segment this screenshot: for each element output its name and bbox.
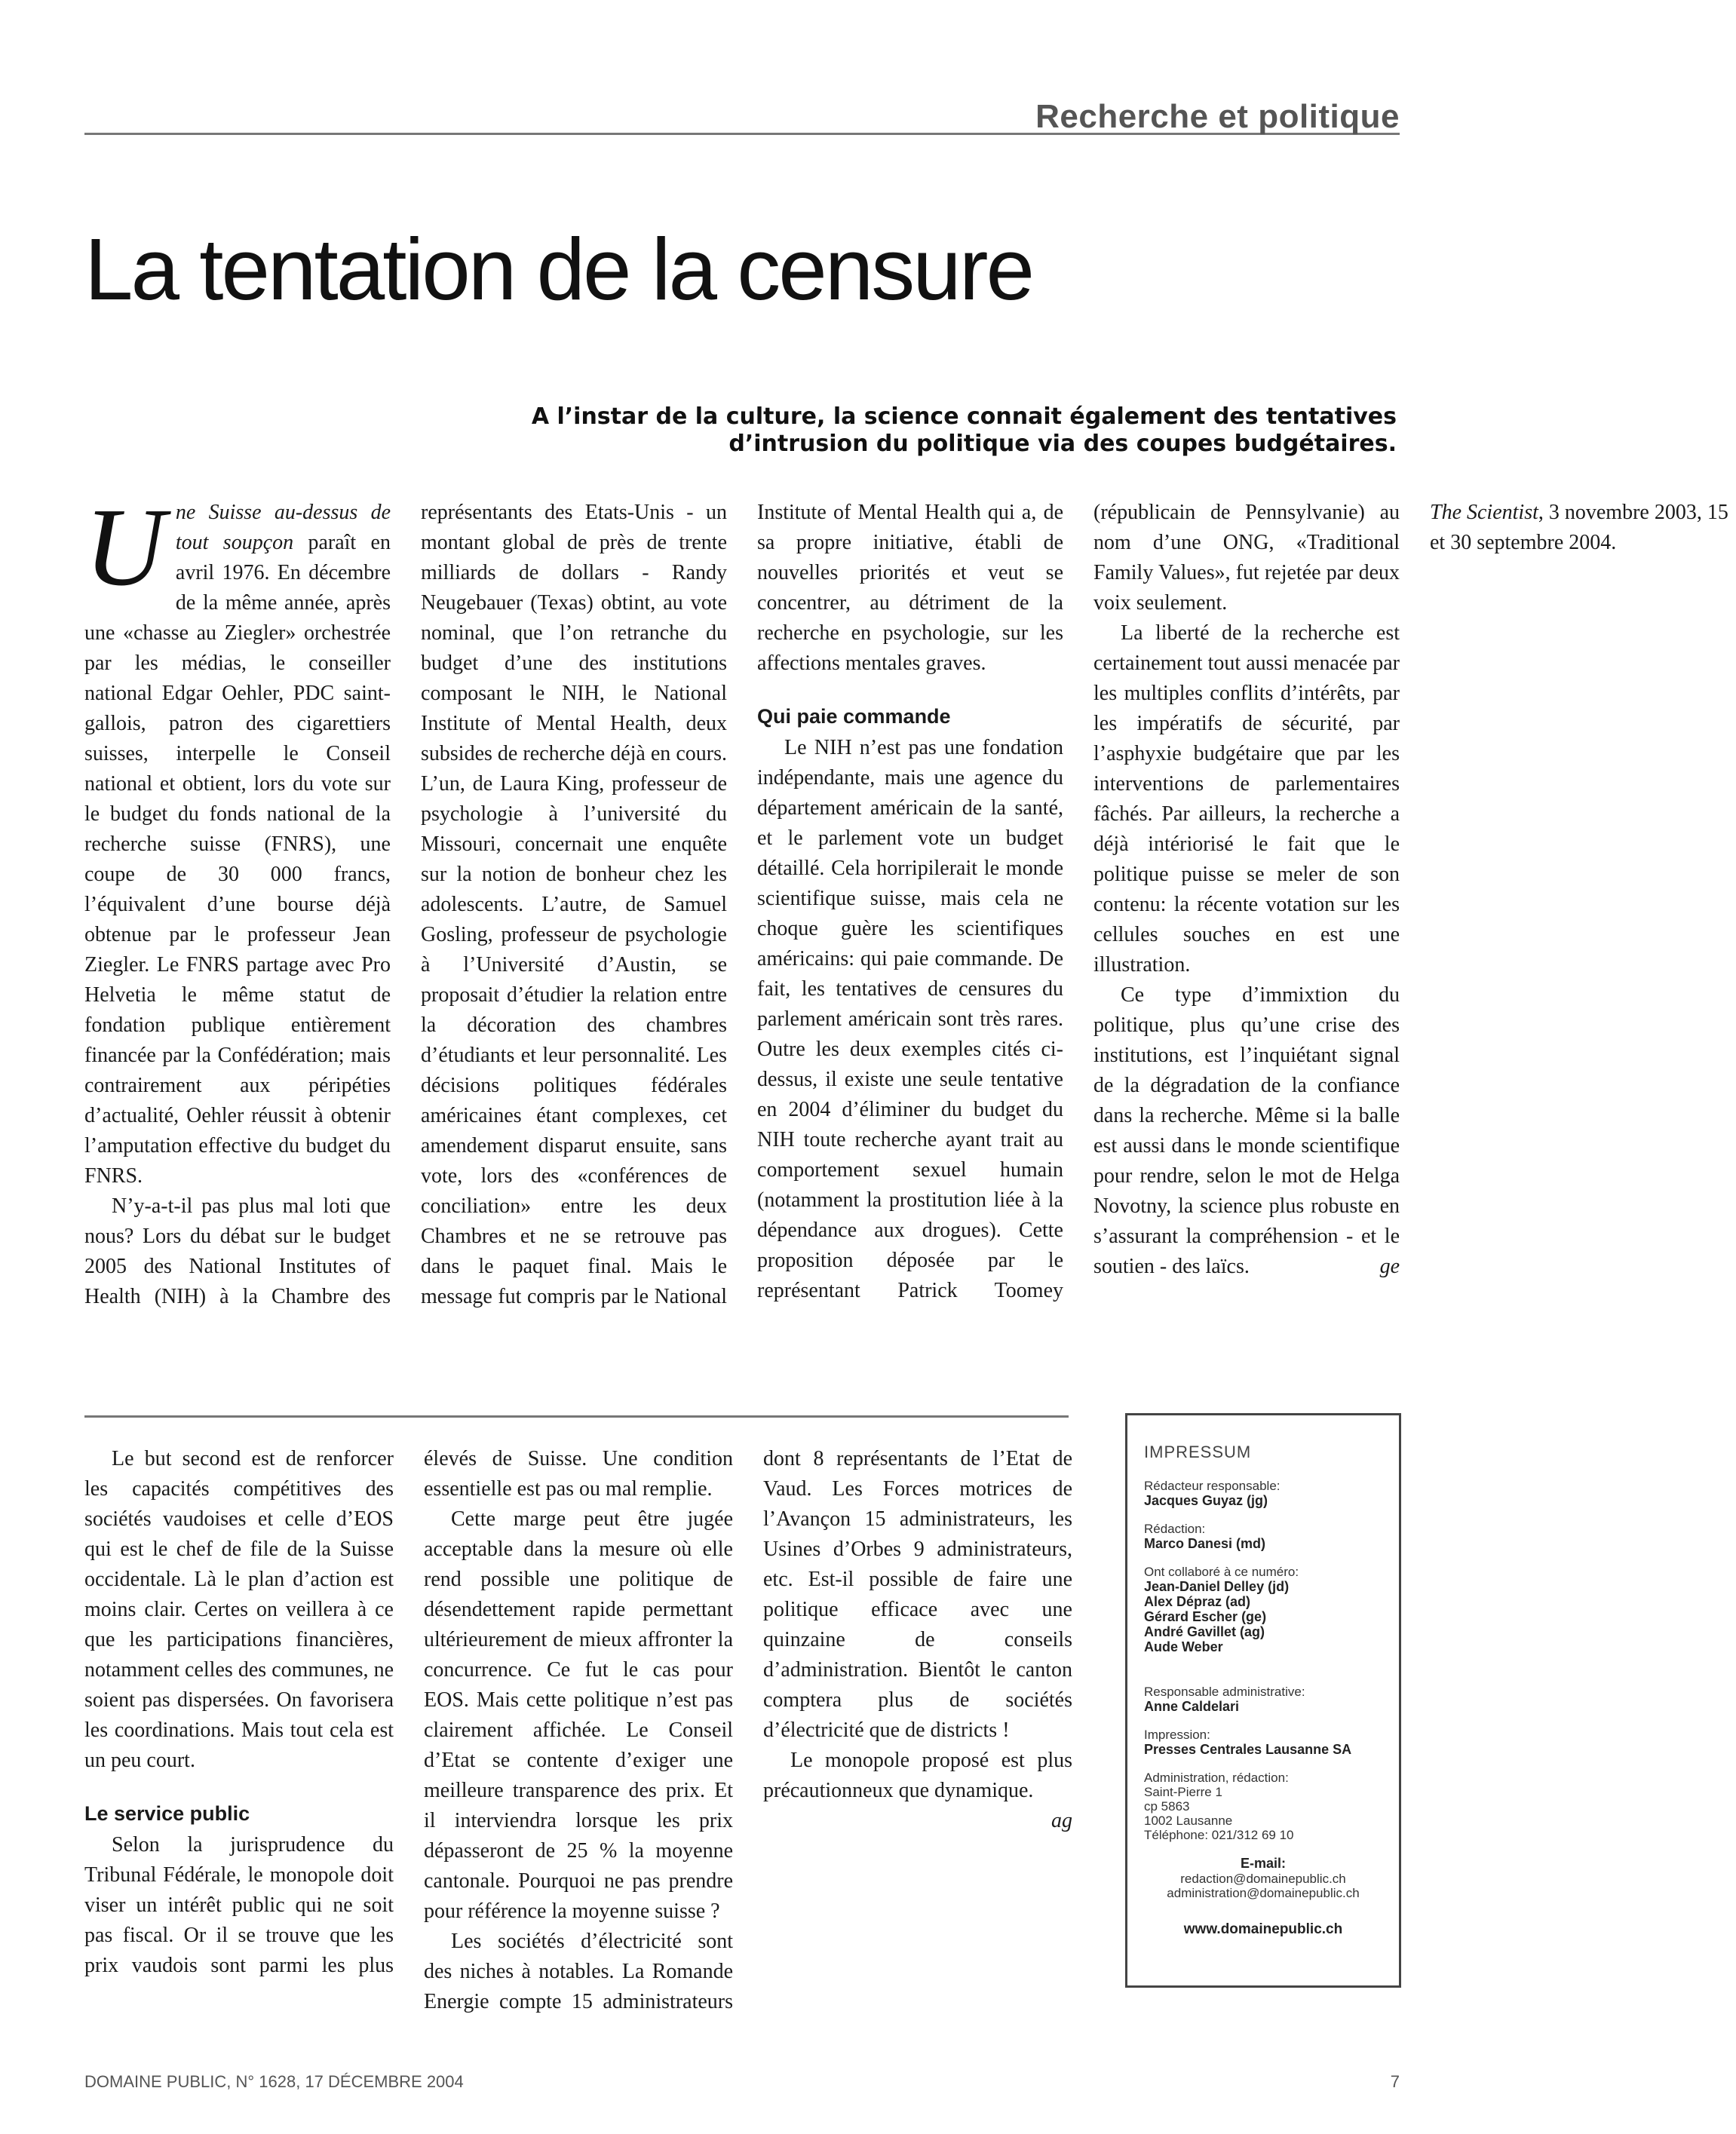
impressum-editor bbox=[1144, 1479, 1382, 1508]
impressum-box bbox=[1125, 1413, 1401, 1988]
impressum-address bbox=[1144, 1771, 1382, 1842]
contrib-label: Ont collaboré à ce numéro: bbox=[1144, 1565, 1299, 1579]
a2-paragraph-5 bbox=[763, 1746, 1072, 1832]
page-number: 7 bbox=[1390, 2072, 1400, 2091]
article2-body bbox=[84, 1444, 1072, 2017]
address-label: Administration, rédaction: bbox=[1144, 1771, 1289, 1785]
contributor: Alex Dépraz (ad) bbox=[1144, 1594, 1251, 1609]
article2-text bbox=[84, 1444, 1072, 2017]
a2-paragraph-3: Cette marge peut être jugée acceptable dans la mesure où elle rend possible une politique de désendettement rapide permettant ultérieurement de mieux affronter la concurrence. Ce fut le cas pour EOS. Mais cette politique n’est pas clairement affichée. Le Conseil d’Etat se contente d’exiger une meilleure transparence des prix. Et il interviendra lorsque les prix dépasseront de 25 % la moyenne cantonale. Pourquoi ne pas prendre pour référence la moyenne suisse ? bbox=[424, 1507, 733, 1923]
address-line: cp 5863 bbox=[1144, 1799, 1190, 1814]
impressum-title: IMPRESSUM bbox=[1144, 1443, 1252, 1461]
author-initials-2: ag bbox=[1051, 1809, 1072, 1832]
impressum-contributors bbox=[1144, 1565, 1382, 1654]
source-publication: The Scientist bbox=[1430, 501, 1538, 524]
author-initials: ge bbox=[1379, 1255, 1400, 1278]
admin-name: Anne Caldelari bbox=[1144, 1699, 1240, 1714]
article-title: La tentation de la censure bbox=[84, 220, 1032, 318]
paragraph-3: Le NIH n’est pas une fondation indépendante, mais une agence du département américain de la santé, et le parlement vote un budget détaillé. Cela horripilerait le monde scientifique suisse, mais cela ne choque guère les scientifiques américains: qui paie commande. De fait, les tentatives de censures du parlement américain sont très rares. Outre les deux exemples cités ci-dessus, il existe une seule tentative en 2004 d’éliminer du budget du NIH toute recherche ayant trait au comportement sexuel humain (notamment la prostitution liée à la dépendance aux drogues). Cette proposition déposée par le représentant Patrick Toomey (républicain de Pennsylvanie) au nom d’une ONG, «Traditional Family Values», fut rejetée par deux voix seulement. bbox=[757, 501, 1400, 1302]
address-line: Saint-Pierre 1 bbox=[1144, 1785, 1222, 1799]
impressum-redaction bbox=[1144, 1522, 1382, 1551]
editor-label: Rédacteur responsable: bbox=[1144, 1479, 1281, 1493]
section-header bbox=[84, 97, 1400, 135]
email-label: E-mail: bbox=[1240, 1856, 1286, 1871]
book-title: ne Suisse au-dessus de tout soupçon bbox=[175, 501, 391, 554]
paragraph-4: La liberté de la recherche est certainement tout aussi menacée par les multiples conflits d’intérêts, par les impératifs de sécurité, par l’asphyxie budgétaire que par les interventions de parlementaires fâchés. Par ailleurs, la recherche a déjà intériorisé le fait que le politique puisse se meler de son contenu: la récente votation sur les cellules souches en est une illustration. bbox=[1093, 621, 1400, 977]
a2-paragraph-5-text: Le monopole proposé est plus précautionneux que dynamique. bbox=[763, 1749, 1072, 1802]
subheading-qui-paie: Qui paie commande bbox=[757, 705, 951, 728]
divider-rule bbox=[84, 1415, 1069, 1418]
source-dates: , 3 novembre 2003, 15 et 30 septembre 2004. bbox=[1430, 501, 1728, 554]
paragraph-5-text: Ce type d’immixtion du politique, plus qu’une crise des institutions, est l’inquiétant signal de la dégradation de la confiance dans la recherche. Même si la balle est aussi dans le monde scientifique pour rendre, selon le mot de Helga Novotny, la science plus robuste en s’assurant la compréhension - et le soutien - des laïcs. bbox=[1093, 983, 1400, 1278]
source-note bbox=[1430, 498, 1736, 558]
redaction-label: Rédaction: bbox=[1144, 1522, 1206, 1536]
impressum-print bbox=[1144, 1728, 1382, 1757]
contributor: Gérard Escher (ge) bbox=[1144, 1609, 1267, 1624]
paragraph-1-text: paraît en avril 1976. En décembre de la même année, après une «chasse au Ziegler» orchestrée par les médias, le conseiller national Edgar Oehler, PDC saint-gallois, patron des cigarettiers suisses, interpelle le Conseil national et obtient, lors du vote sur le budget du fonds national de la recherche suisse (FNRS), une coupe de 30 000 francs, l’équivalent d’une bourse déjà obtenue par le professeur Jean Ziegler. Le FNRS partage avec Pro Helvetia le même statut de fondation publique entièrement financée par la Confédération; mais contrairement aux péripéties d’actualité, Oehler réussit à obtenir l’amputation effective du budget du FNRS. bbox=[84, 531, 391, 1188]
lede-line-1: A l’instar de la culture, la science connait également des tentatives bbox=[531, 403, 1397, 430]
impressum-admin bbox=[1144, 1685, 1382, 1714]
email-redaction[interactable]: redaction@domainepublic.ch bbox=[1180, 1872, 1346, 1886]
contributor: Aude Weber bbox=[1144, 1639, 1223, 1654]
redaction-name: Marco Danesi (md) bbox=[1144, 1536, 1266, 1551]
print-label: Impression: bbox=[1144, 1728, 1210, 1742]
email-administration[interactable]: administration@domainepublic.ch bbox=[1167, 1886, 1360, 1900]
drop-cap: U bbox=[84, 486, 165, 609]
issue-info: DOMAINE PUBLIC, N° 1628, 17 DÉCEMBRE 2004 bbox=[84, 2072, 464, 2091]
phone-line: Téléphone: 021/312 69 10 bbox=[1144, 1828, 1294, 1842]
editor-name: Jacques Guyaz (jg) bbox=[1144, 1493, 1268, 1508]
a2-paragraph-1: Le but second est de renforcer les capacités compétitives des sociétés vaudoises et celle d’EOS qui est le chef de file de la Suisse occidentale. Là le plan d’action est moins clair. Certes on veillera à ce que les participations financières, notamment celles des communes, ne soient pas dispersées. On favorisera les coordinations. Mais tout cela est un peu court. bbox=[84, 1447, 394, 1772]
page-footer bbox=[84, 2072, 1400, 2092]
website-link[interactable]: www.domainepublic.ch bbox=[1183, 1921, 1343, 1937]
paragraph-5 bbox=[1093, 980, 1400, 1282]
subheading-service-public: Le service public bbox=[84, 1802, 250, 1825]
article-lede bbox=[377, 403, 1397, 458]
contributor: André Gavillet (ag) bbox=[1144, 1624, 1265, 1639]
address-line: 1002 Lausanne bbox=[1144, 1814, 1233, 1828]
paragraph-1 bbox=[84, 486, 391, 1191]
a2-paragraph-4: Les sociétés d’électricité sont des niches à notables. La Romande Energie compte 15 administrateurs dont 8 représentants de l’Etat de Vaud. Les Forces motrices de l’Avançon 15 administrateurs, les Usines d’Orbes 9 administrateurs, etc. Est-il possible de faire une politique efficace avec une quinzaine de conseils d’administration. Bientôt le canton comptera plus de sociétés d’électricité que de districts ! bbox=[424, 1447, 1072, 2013]
article-text bbox=[84, 486, 1736, 1327]
a2-paragraph-2: Selon la jurisprudence du Tribunal Fédérale, le monopole doit viser un intérêt public qui ne soit pas fiscal. Or il se trouve que les prix vaudois sont parmi les plus élevés de Suisse. Une condition essentielle est pas ou mal remplie. bbox=[84, 1447, 733, 1977]
article-body bbox=[84, 486, 1728, 1327]
lede-line-2: d’intrusion du politique via des coupes budgétaires. bbox=[728, 431, 1397, 457]
admin-label: Responsable administrative: bbox=[1144, 1685, 1305, 1699]
contributor: Jean-Daniel Delley (jd) bbox=[1144, 1579, 1290, 1594]
printer-name: Presses Centrales Lausanne SA bbox=[1144, 1742, 1352, 1757]
paragraph-2: N’y-a-t-il pas plus mal loti que nous? Lors du débat sur le budget 2005 des National Institutes of Health (NIH) à la Chambre des représentants des Etats-Unis - un montant global de près de trente milliards de dollars - Randy Neugebauer (Texas) obtint, au vote nominal, que l’on retranche du budget d’une des institutions composant le NIH, le National Institute of Mental Health, deux subsides de recherche déjà en cours. L’un, de Laura King, professeur de psychologie à l’université du Missouri, concernait une enquête sur la notion de bonheur chez les adolescents. L’autre, de Samuel Gosling, professeur de psychologie à l’Université d’Austin, se proposait d’étudier la relation entre la décoration des chambres d’étudiants et leur personnalité. Les décisions politiques fédérales américaines étant complexes, cet amendement disparut ensuite, sans vote, lors des «conférences de conciliation» entre les deux Chambres et ne se retrouve pas dans le paquet final. Mais le message fut compris par le National Institute of Mental Health qui a, de sa propre initiative, établi de nouvelles priorités et veut se concentrer, au détriment de la recherche en psychologie, sur les affections mentales graves. bbox=[84, 501, 1063, 1308]
section-title: Recherche et politique bbox=[1035, 98, 1400, 135]
